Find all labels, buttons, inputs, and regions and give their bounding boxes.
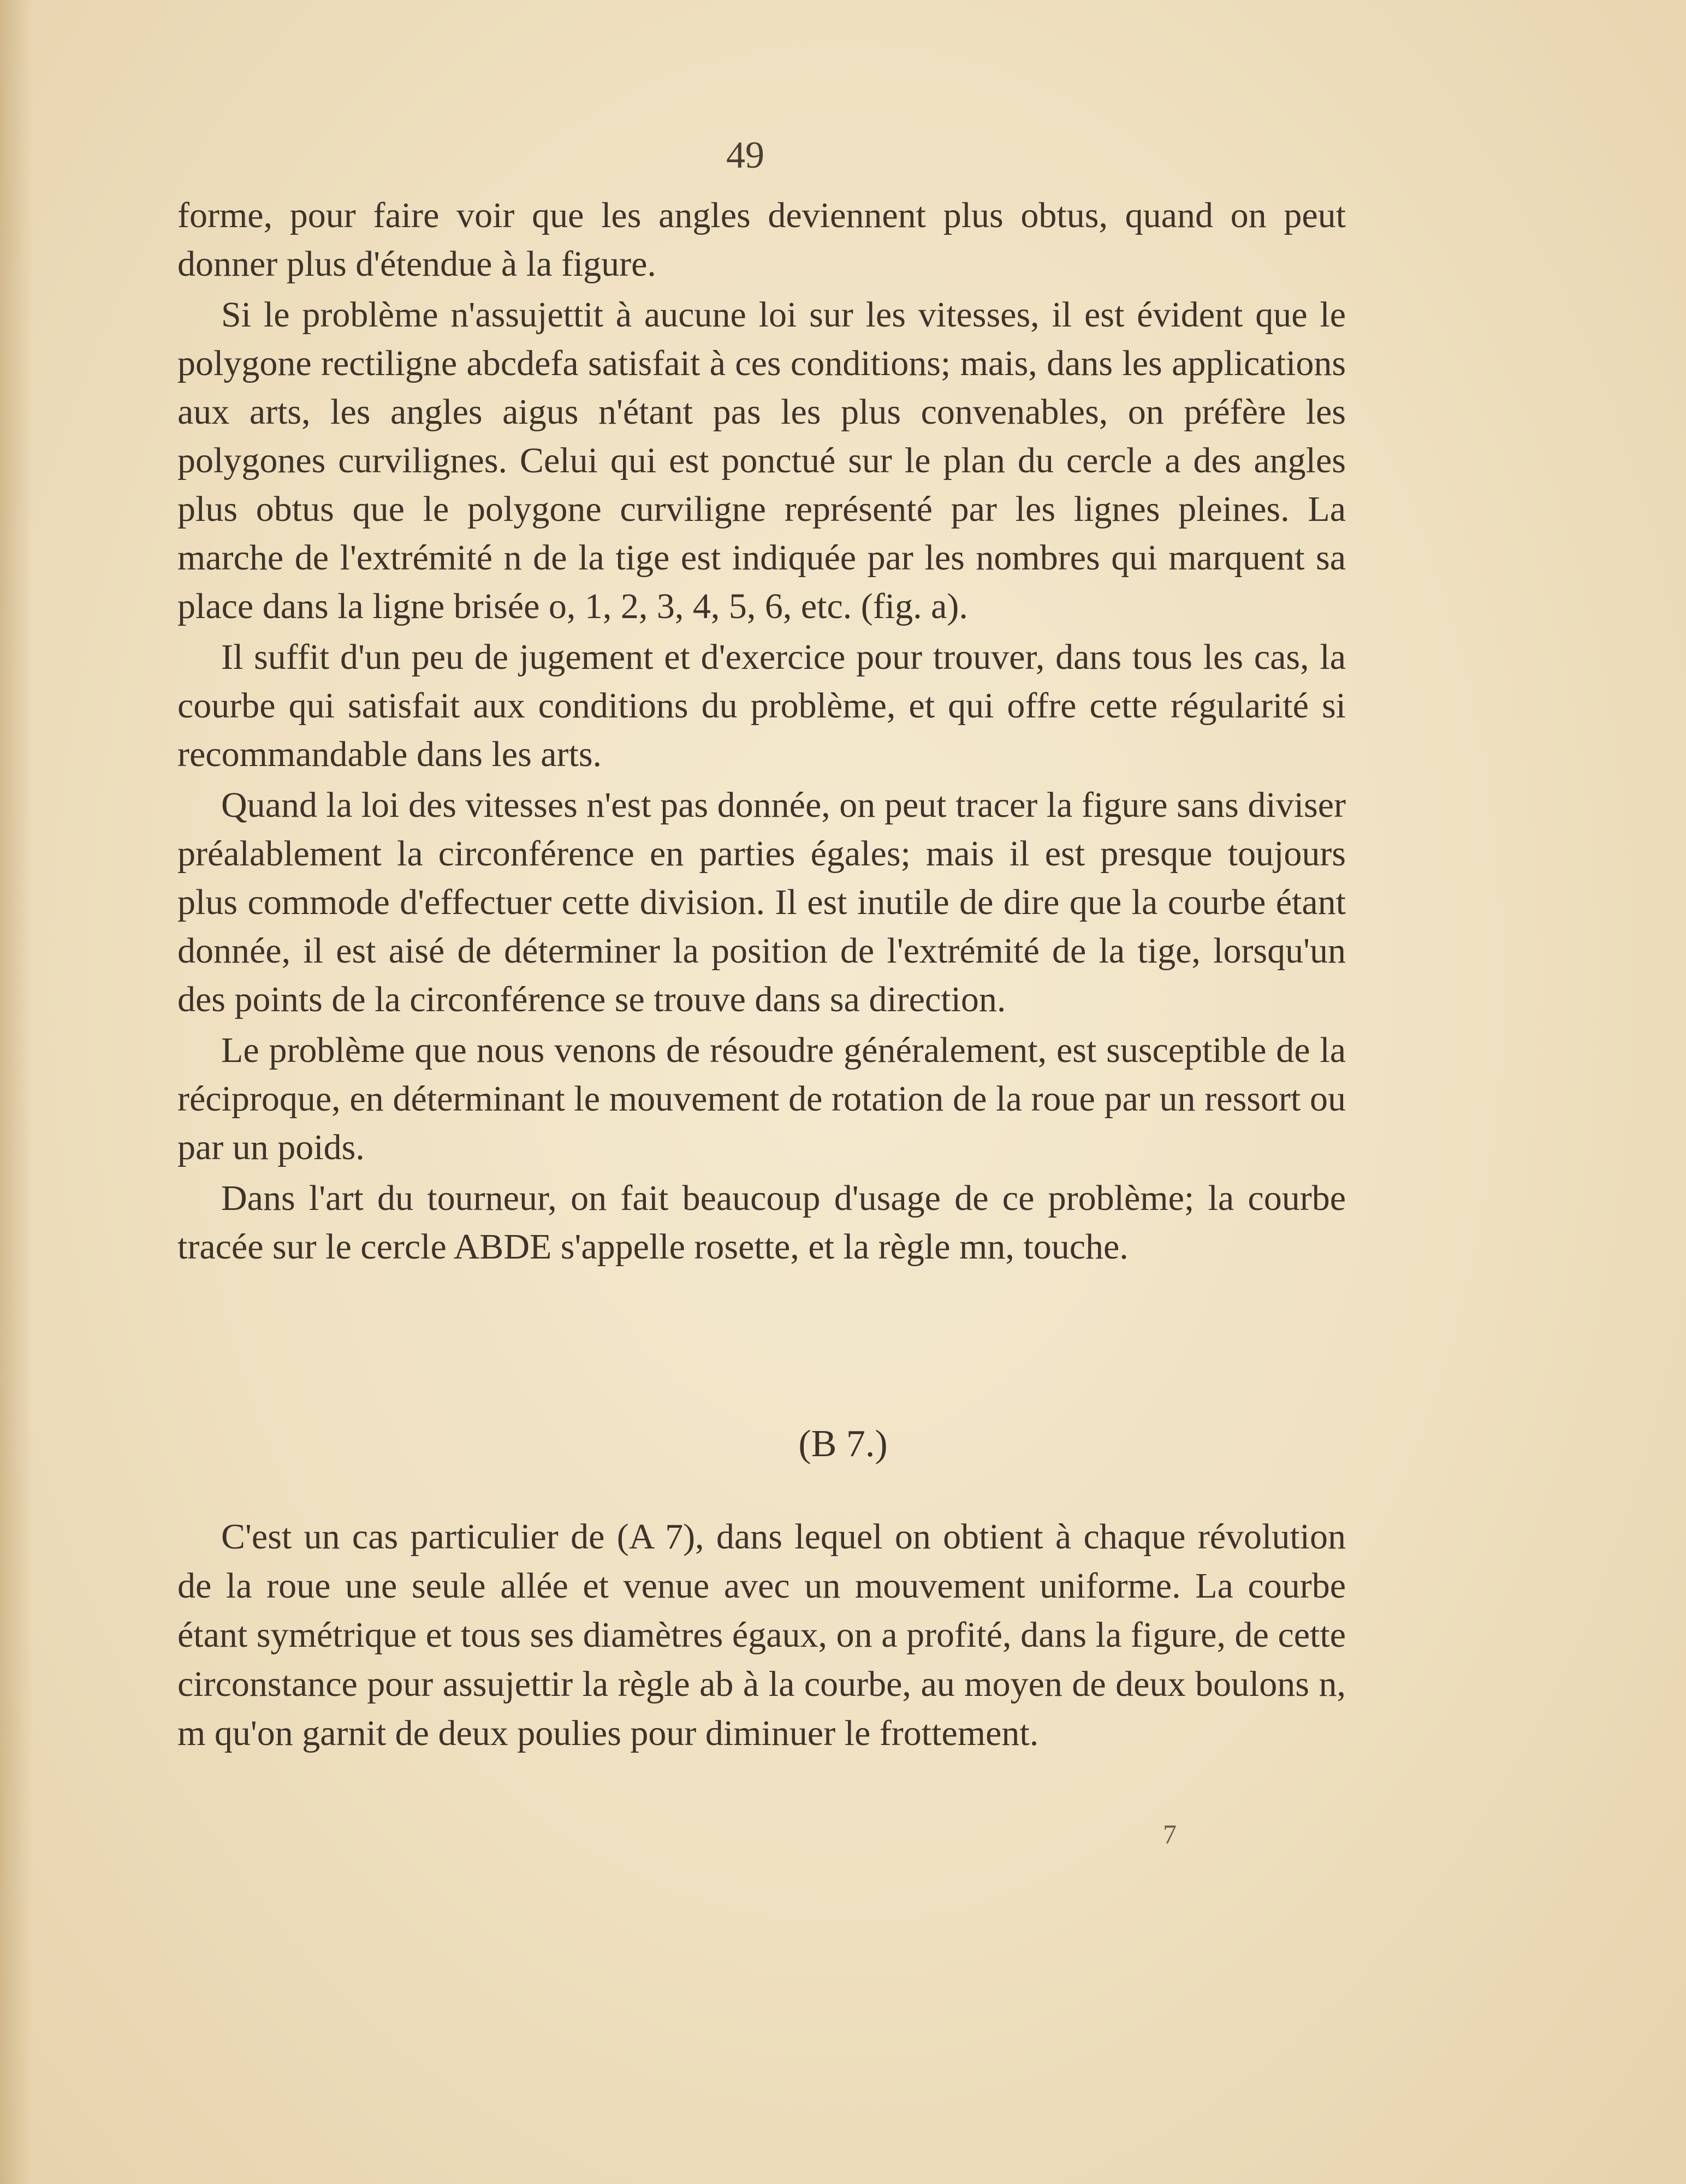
section-text-block xyxy=(177,1512,1346,1758)
page-number: 49 xyxy=(726,134,764,176)
main-text-block xyxy=(177,191,1346,1271)
signature-mark: 7 xyxy=(1163,1819,1177,1849)
paragraph-continuation: forme, pour faire voir que les angles deviennent plus obtus, quand on peut donner plus d'étendue à la figure. xyxy=(177,195,1346,284)
paragraph-rectilinear-polygon: Si le problème n'assujettit à aucune loi sur les vitesses, il est évident que le polygone rectiligne abcdefa satisfait à ces conditions; mais, dans les applications aux arts, les angles aigus n'étant pas les plus convenables, on préfère les polygones curvilignes. Celui qui est ponctué sur le plan du cercle a des angles plus obtus que le polygone curviligne représenté par les lignes pleines. La marche de l'extrémité n de la tige est indiquée par les nombres qui marquent sa place dans la ligne brisée o, 1, 2, 3, 4, 5, 6, etc. (fig. a). xyxy=(177,295,1346,626)
paragraph-turner-art: Dans l'art du tourneur, on fait beaucoup d'usage de ce problème; la courbe tracée sur le cercle ABDE s'appelle rosette, et la règle mn, touche. xyxy=(177,1178,1346,1267)
section-heading: (B 7.) xyxy=(798,1423,888,1465)
page-edge-shadow xyxy=(0,0,33,2184)
paragraph-reciprocal: Le problème que nous venons de résoudre généralement, est susceptible de la réciproque, en déterminant le mouvement de rotation de la roue par un ressort ou par un poids. xyxy=(177,1030,1346,1167)
paragraph-speed-law: Quand la loi des vitesses n'est pas donnée, on peut tracer la figure sans diviser préalablement la circonférence en parties égales; mais il est presque toujours plus commode d'effectuer cette division. Il est inutile de dire que la courbe étant donnée, il est aisé de déterminer la position de l'extrémité de la tige, lorsqu'un des points de la circonférence se trouve dans sa direction. xyxy=(177,785,1346,1019)
paragraph-judgement: Il suffit d'un peu de jugement et d'exercice pour trouver, dans tous les cas, la courbe qui satisfait aux conditions du problème, et qui offre cette régularité si recommandable dans les arts. xyxy=(177,637,1346,774)
paragraph-particular-case: C'est un cas particulier de (A 7), dans lequel on obtient à chaque révolution de la roue une seule allée et venue avec un mouvement uniforme. La courbe étant symétrique et tous ses diamètres égaux, on a profité, dans la figure, de cette circonstance pour assujettir la règle ab à la courbe, au moyen de deux boulons n, m qu'on garnit de deux poulies pour diminuer le frottement. xyxy=(177,1517,1346,1753)
